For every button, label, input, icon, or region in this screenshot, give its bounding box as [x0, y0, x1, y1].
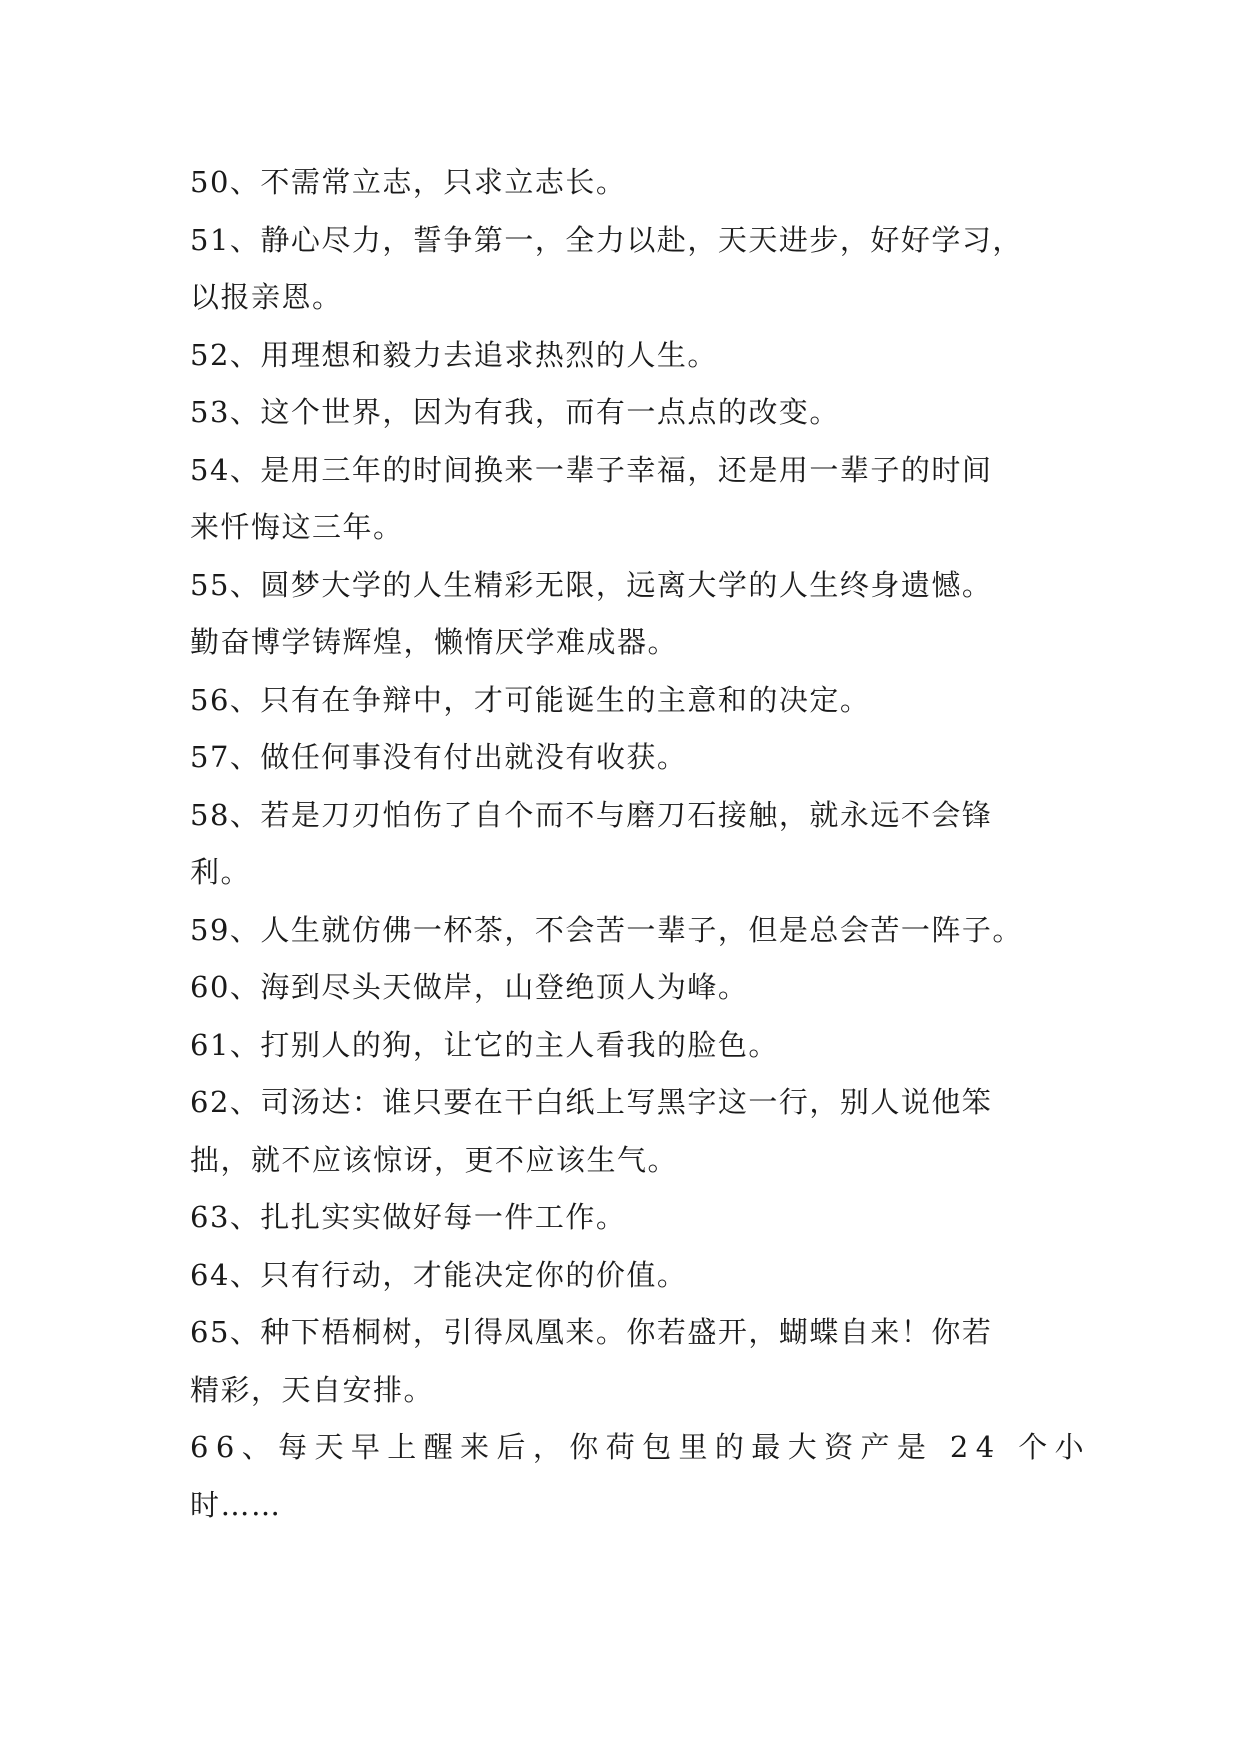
text-line: 时…… — [190, 1487, 282, 1522]
text-line: 64、只有行动，才能决定你的价值。 — [190, 1257, 688, 1292]
text-line: 勤奋博学铸辉煌，懒惰厌学难成器。 — [190, 625, 679, 659]
text-line: 以报亲恩。 — [190, 280, 343, 314]
text-line: 63、扎扎实实做好每一件工作。 — [190, 1200, 627, 1234]
text-line: 66、每天早上醒来后，你荷包里的最大资产是 24 个小 — [190, 1430, 1092, 1464]
text-line: 55、圆梦大学的人生精彩无限，远离大学的人生终身遗憾。 — [190, 567, 993, 602]
text-line: 54、是用三年的时间换来一辈子幸福，还是用一辈子的时间 — [190, 452, 993, 487]
text-line: 利。 — [190, 855, 252, 889]
text-line: 61、打别人的狗，让它的主人看我的脸色。 — [190, 1027, 779, 1062]
text-line: 53、这个世界，因为有我，而有一点点的改变。 — [190, 395, 840, 429]
text-line: 来忏悔这三年。 — [190, 510, 404, 544]
text-line: 57、做任何事没有付出就没有收获。 — [190, 740, 688, 774]
text-line: 51、静心尽力，誓争第一，全力以赴，天天进步，好好学习， — [190, 222, 1023, 257]
text-line: 精彩，天自安排。 — [190, 1372, 435, 1407]
text-line: 58、若是刀刃怕伤了自个而不与磨刀石接触，就永远不会锋 — [190, 797, 993, 832]
document-page — [190, 154, 1092, 1534]
text-line: 50、不需常立志，只求立志长。 — [190, 165, 627, 199]
text-line: 62、司汤达：谁只要在干白纸上写黑字这一行，别人说他笨 — [190, 1085, 993, 1119]
text-line: 65、种下梧桐树，引得凤凰来。你若盛开，蝴蝶自来！你若 — [190, 1315, 993, 1349]
text-line: 59、人生就仿佛一杯茶，不会苦一辈子，但是总会苦一阵子。 — [190, 912, 1023, 947]
text-line: 拙，就不应该惊讶，更不应该生气。 — [190, 1142, 679, 1177]
text-line: 60、海到尽头天做岸，山登绝顶人为峰。 — [190, 970, 749, 1004]
text-line: 56、只有在争辩中，才可能诞生的主意和的决定。 — [190, 682, 871, 717]
text-line: 52、用理想和毅力去追求热烈的人生。 — [190, 337, 718, 372]
